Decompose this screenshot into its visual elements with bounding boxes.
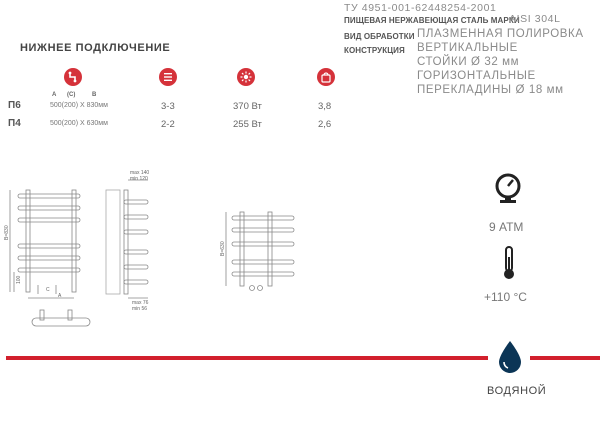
spec-value-finish: ПЛАЗМЕННАЯ ПОЛИРОВКА xyxy=(417,28,584,40)
dim-min120: min 120 xyxy=(130,176,148,182)
row-power-p4: 255 Вт xyxy=(233,119,262,130)
power-icon xyxy=(237,68,255,86)
row-sections-p6: 3-3 xyxy=(161,101,175,112)
construction-line-1: СТОЙКИ Ø 32 мм xyxy=(417,56,520,68)
dim-b630: B=630 xyxy=(220,241,226,256)
sections-icon xyxy=(159,68,177,86)
row-weight-p6: 3,8 xyxy=(318,101,332,112)
subheader-a: A xyxy=(52,92,57,98)
divider-right xyxy=(530,356,600,360)
divider-left xyxy=(6,356,488,360)
temperature-value: +110 °C xyxy=(484,290,527,304)
subheader-c: (C) xyxy=(67,92,76,98)
row-weight-p4: 2,6 xyxy=(318,119,332,130)
pressure-value: 9 АТМ xyxy=(489,220,524,234)
dim-min56: min 56 xyxy=(132,306,148,312)
pressure-gauge-icon xyxy=(494,172,522,209)
spec-value-steel: AISI 304L xyxy=(509,13,561,25)
water-drop-icon xyxy=(496,340,524,379)
dim-a: A xyxy=(58,293,62,299)
thermometer-icon xyxy=(501,245,517,286)
technical-drawing xyxy=(0,160,340,340)
weight-icon xyxy=(317,68,335,86)
construction-line-2: ГОРИЗОНТАЛЬНЫЕ xyxy=(417,70,536,82)
dim-max76: max 76 xyxy=(132,300,149,306)
front-view-left-post xyxy=(26,190,30,292)
spec-label-steel: ПИЩЕВАЯ НЕРЖАВЕЮЩАЯ СТАЛЬ МАРКИ xyxy=(344,16,520,25)
spec-label-construction: КОНСТРУКЦИЯ xyxy=(344,46,405,55)
spec-label-finish: ВИД ОБРАБОТКИ xyxy=(344,32,415,41)
row-power-p6: 370 Вт xyxy=(233,101,262,112)
subheader-b: B xyxy=(92,92,97,98)
dim-max140: max 140 xyxy=(130,170,150,176)
section-title: НИЖНЕЕ ПОДКЛЮЧЕНИЕ xyxy=(20,42,171,54)
dim-b830: B=830 xyxy=(4,225,10,240)
tu-number: ТУ 4951-001-62448254-2001 xyxy=(344,2,497,14)
row-name-p4: П4 xyxy=(8,118,21,129)
dim-c: C xyxy=(46,287,50,293)
spec-value-construction: ВЕРТИКАЛЬНЫЕ xyxy=(417,42,518,54)
connection-icon xyxy=(64,68,82,86)
heating-type-label: ВОДЯНОЙ xyxy=(487,385,547,397)
dim-100: 100 xyxy=(16,275,22,284)
row-size-p6: 500(200) Х 830мм xyxy=(50,102,108,109)
front-view-right-post xyxy=(72,190,76,292)
row-size-p4: 500(200) Х 630мм xyxy=(50,120,108,127)
row-sections-p4: 2-2 xyxy=(161,119,175,130)
construction-line-3: ПЕРЕКЛАДИНЫ Ø 18 мм xyxy=(417,84,564,96)
row-name-p6: П6 xyxy=(8,100,21,111)
